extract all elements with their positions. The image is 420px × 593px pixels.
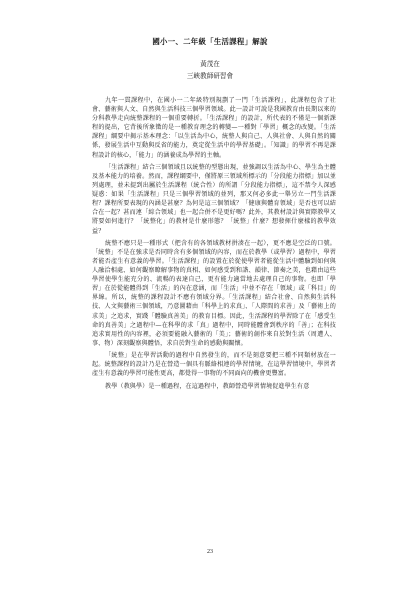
paragraph: 教學（教與學）是一種過程，在這過程中，教師營造學習情境促進學生有意	[105, 382, 310, 390]
paragraph: 統整不應只是一種形式（把含有的各領域教材拼湊在一起），更不應是空泛的口號。「統整」不是在強求是否同時含有多個領域的內容，而在於教學（或學習）過程中，學習者能否產生有意義的學習。「生活課程」的設置在於從使學習者能從生活中體驗到如何與人融洽相處、如何觀察瞭解事物的真相、如何感受到和諧、韻律、節奏之美，也藉由這些學習使學生能充分的、流暢的表達自己，更有能力適當地去處理自己的事物。也即「學習」在於從能體得到「生活」的內在意涵，而「生活」中並不存在「領域」或「科目」的界線。所以，統整的課程設計不應有領域分界。「生活課程」結合社會、自然與生活科技、人文與藝術三個領域，乃意圖藉由「科學上的求真」、「人際間的求善」及「藝術上的求美」之追求，實踐「體驗真善美」的教育目標。因此，生活課程的學習除了在「感受生命的真善美」之過程中—在科學的求「真」過程中，同時能體會到秩序的「善」；在科技追求實用性的內容裡，必須要能融入藝術的「美」；藝術的創作來自於對生活（周遭人、事、物）深刻觀察與體悟，求自於對生命的感動與關懷。	[92, 239, 336, 347]
paragraph: 「統整」是在學習活動的過程中自然發生的，而不是刻意要把三種不同類材放在一起。統整課程的設計乃是在營造一個具有脈絡相連的學習情境，在這學習情境中，學習者產生有意義的學習可能性更高，都覺得一事物的不同面向的機會更豐富。	[92, 352, 336, 378]
author-name: 黃茂在	[200, 60, 220, 68]
page-number: 23	[207, 549, 213, 555]
document-title: 國小一、二年級「生活課程」解說	[152, 37, 268, 46]
author-affiliation: 三峽教師研習會	[186, 72, 234, 80]
paragraph: 九年一貫課程中，在國小一二年級特別規劃了一門「生活課程」，此課程包含了社會、藝術與人文、自然與生活科技三個學習領域。此一設計可說是我國教育由長期以來的分科教學走向統整課程的一個重要轉折。「生活課程」的設計，所代表的不僅是一個新課程的提出，它背後所象徵的是一種教育理念的轉變—一種對「學習」概念的改變。「生活課程」綱要中揭示基本理念：「以生活為中心，統整人與自己、人與社會、人與自然的關係，發展生活中互動與反省的能力，奠定從生活中的學習基礎」。「知識」的學習不再是課程設計的核心，「能力」的涵養成為學習的主軸。	[92, 97, 336, 159]
paragraph: 「生活課程」結合三個領域且以統整的型態出現，並強調以生活為中心、學生為主體及基本能力的培養。然而，課程綱要中，僅將原三領域所標示的「分段能力指標」加以並列處理，並未提到出屬於生活課程（統合性）的所謂「分段能力指標」，這不禁令人深感疑惑：如果「生活課程」只是三個學習領域的並列，那又何必多此一舉另立一門生活課程？課程所要表現的內涵是甚麼？為何是這三個領域？「健康與體育領域」是否也可以結合在一起？甚而連「綜合領域」也一起合併不是更好嗎？此外，其教材設計與實際教學又將要如何進行？「統整化」的教材是什麼形態？「統整」什麼？想發揮什麼樣的教學效益？	[92, 163, 336, 235]
body-text	[92, 96, 336, 394]
